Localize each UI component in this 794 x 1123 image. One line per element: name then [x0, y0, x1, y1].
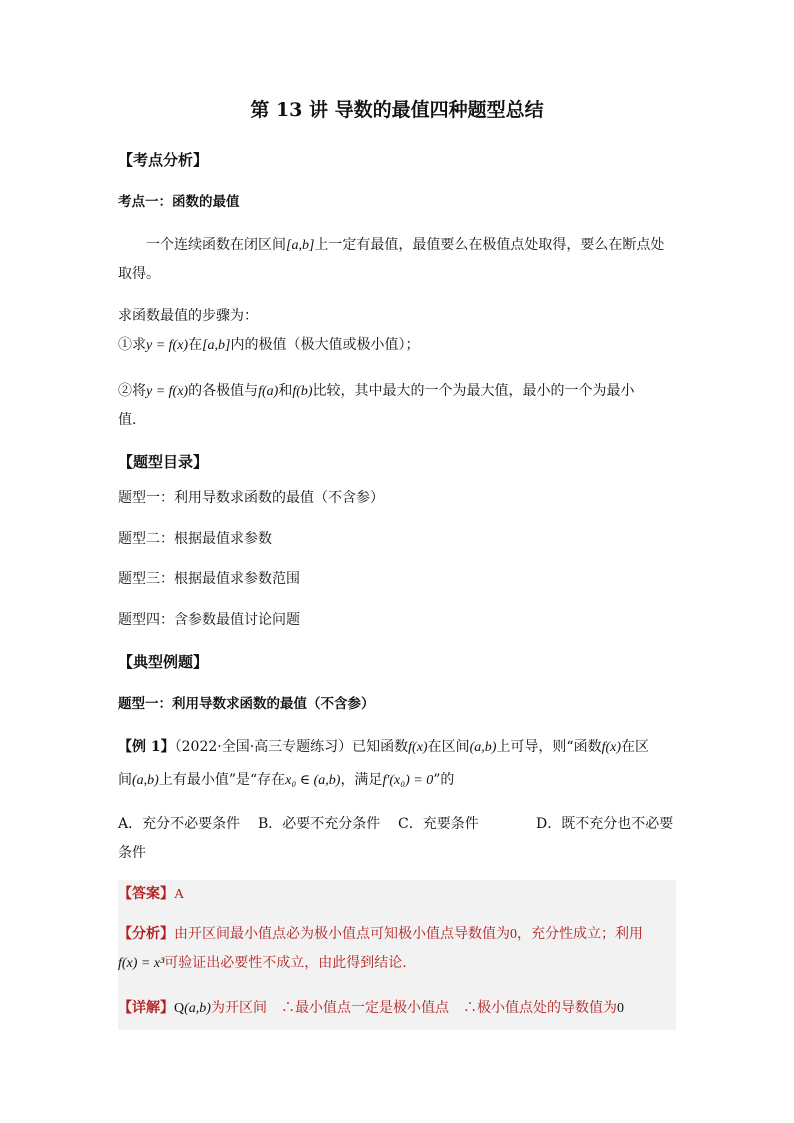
kp1-heading: 考点一：函数的最值 [118, 194, 240, 210]
interval-math: (a,b) [469, 740, 497, 755]
step-text: ①求 [118, 337, 146, 353]
analysis-text: 可验证出必要性不成立，由此得到结论. [164, 955, 407, 971]
answer-line [118, 884, 184, 905]
detail-symbol: Q [174, 1001, 185, 1016]
zero-math: 0 [510, 927, 517, 942]
detail-line [118, 998, 624, 1019]
function-math: f(a) [258, 384, 279, 399]
example-text: 上可导，则“函数 [496, 739, 602, 755]
option-d: D．既不充分也不必要 [536, 816, 674, 832]
interval-math: (a,b) [184, 1001, 211, 1016]
example1-line2 [118, 770, 454, 791]
derivative-math: f′(x₀) = 0 [382, 773, 434, 788]
function-math: f(b) [292, 384, 313, 399]
section-examples-heading: 【典型例题】 [118, 653, 209, 671]
kp1-paragraph-line1 [146, 235, 664, 256]
example-text: 在区 [621, 739, 650, 755]
example-text: （2022·全国·高三专题练习）已知函数 [174, 739, 409, 755]
step-1 [118, 335, 420, 356]
interval-math: [a,b] [286, 238, 315, 253]
example-text: 上有最小值”是“存在 [158, 772, 286, 788]
example-text: 在区间 [427, 739, 470, 755]
function-math: y = f(x) [146, 384, 189, 399]
section-catalog-heading: 【题型目录】 [118, 453, 209, 471]
function-math: f(x) [408, 740, 428, 755]
type1-heading: 题型一：利用导数求函数的最值（不含参） [118, 696, 375, 712]
example-text: 间 [118, 772, 132, 788]
step-2 [118, 381, 635, 402]
example-text: ，满足 [340, 772, 383, 788]
steps-title: 求函数最值的步骤为： [118, 308, 258, 324]
kp1-paragraph-line2: 取得。 [118, 266, 160, 282]
catalog-item: 题型二：根据最值求参数 [118, 531, 272, 547]
option-b: B．必要不充分条件 [258, 816, 381, 832]
zero-math: 0 [616, 1001, 624, 1016]
function-math: f(x) = x³ [118, 956, 165, 971]
analysis-tag: 【分析】 [118, 926, 174, 942]
answer-tag: 【答案】 [118, 886, 174, 902]
interval-math: (a,b) [132, 773, 159, 788]
option-c: C．充要条件 [398, 816, 479, 832]
detail-text: 最小值点一定是极小值点 [294, 1000, 449, 1016]
analysis-text: ，充分性成立；利用 [517, 926, 643, 942]
step-text: 内的极值（极大值或极小值）； [230, 337, 420, 353]
step-text: 和 [278, 383, 293, 399]
step-text: 在 [188, 337, 203, 353]
catalog-item: 题型三：根据最值求参数范围 [118, 571, 300, 587]
catalog-item: 题型一：利用导数求函数的最值（不含参） [118, 490, 384, 506]
example-text: ”的 [433, 772, 455, 788]
interval-math: [a,b] [202, 338, 231, 353]
option-a: A．充分不必要条件 [118, 816, 241, 832]
function-math: y = f(x) [146, 338, 189, 353]
example-tag: 【例 1】 [118, 739, 175, 755]
analysis-line1 [118, 924, 643, 945]
step-text: ②将 [118, 383, 146, 399]
analysis-text: 由开区间最小值点必为极小值点可知极小值点导数值为 [174, 926, 510, 942]
function-math: f(x) [601, 740, 622, 755]
detail-text: 为开区间 [210, 1000, 267, 1016]
section-analysis-heading: 【考点分析】 [118, 151, 209, 169]
membership-math: x₀ ∈ (a,b) [285, 773, 341, 788]
therefore-symbol: ∴ [462, 1000, 477, 1016]
step-2-cont: 值. [118, 412, 137, 428]
analysis-line2 [118, 953, 407, 974]
catalog-item: 题型四：含参数最值讨论问题 [118, 612, 300, 628]
example1-line1 [118, 737, 649, 758]
step-text: 比较，其中最大的一个为最大值，最小的一个为最小 [312, 383, 635, 399]
option-d-cont: 条件 [118, 845, 146, 861]
kp1-text: 一个连续函数在闭区间 [146, 237, 286, 253]
detail-tag: 【详解】 [118, 1000, 174, 1016]
detail-text: 极小值点处的导数值为 [476, 1000, 617, 1016]
kp1-text: 上一定有最值，最值要么在极值点处取得，要么在断点处 [314, 237, 665, 253]
step-text: 的各极值与 [188, 383, 259, 399]
page-title: 第 13 讲 导数的最值四种题型总结 [250, 99, 544, 121]
answer-value: A [174, 887, 185, 902]
therefore-symbol: ∴ [280, 1000, 295, 1016]
